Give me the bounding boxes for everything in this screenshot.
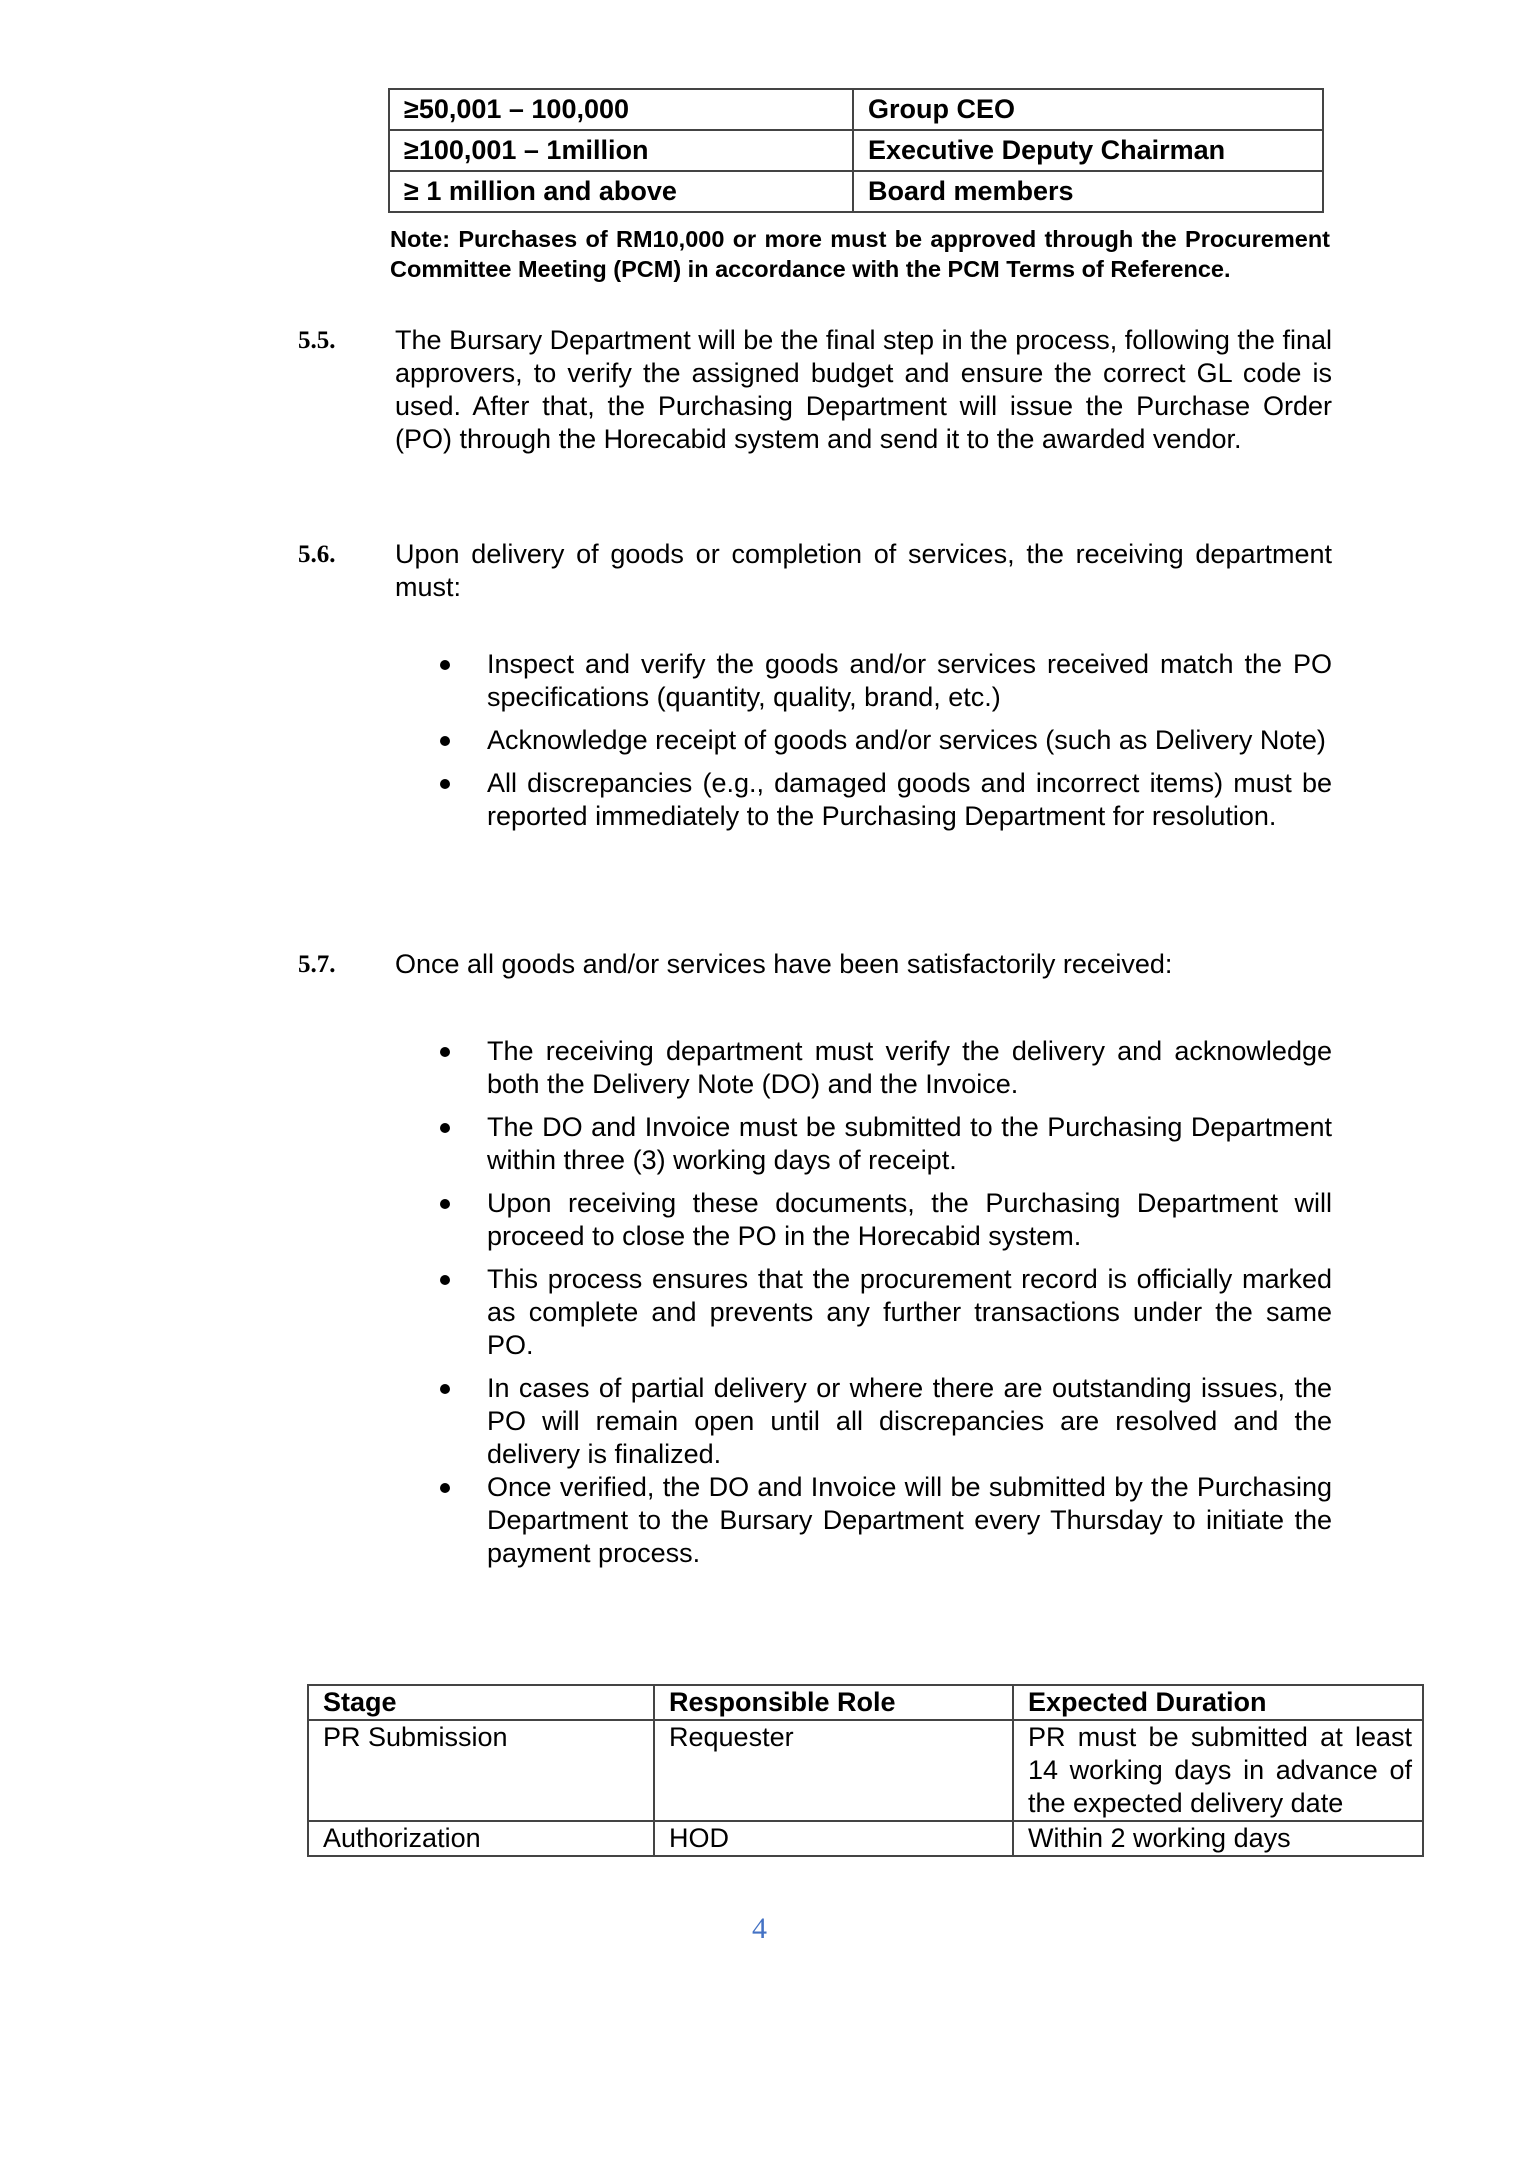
column-header-stage: Stage	[308, 1685, 654, 1720]
list-item: Acknowledge receipt of goods and/or services (such as Delivery Note)	[487, 724, 1332, 757]
list-item: The receiving department must verify the delivery and acknowledge both the Delivery Note (DO) and the Invoice.	[487, 1035, 1332, 1101]
section-5-7-bullets	[487, 1035, 1332, 1570]
page-number: 4	[752, 1912, 767, 1945]
duration-cell: PR must be submitted at least 14 working days in advance of the expected delivery date	[1013, 1720, 1423, 1821]
list-item: Upon receiving these documents, the Purchasing Department will proceed to close the PO in the Horecabid system.	[487, 1187, 1332, 1253]
bullet-icon	[440, 736, 450, 746]
approver-cell: Executive Deputy Chairman	[853, 130, 1323, 171]
approver-cell: Group CEO	[853, 89, 1323, 130]
procurement-stages-table	[307, 1684, 1424, 1857]
section-number-5-5: 5.5.	[298, 327, 336, 354]
column-header-role: Responsible Role	[654, 1685, 1013, 1720]
list-item: This process ensures that the procurement record is officially marked as complete and prevents any further transactions under the same PO.	[487, 1263, 1332, 1362]
list-item: In cases of partial delivery or where there are outstanding issues, the PO will remain open until all discrepancies are resolved and the delivery is finalized.	[487, 1372, 1332, 1471]
section-number-5-7: 5.7.	[298, 951, 336, 978]
table-row	[308, 1720, 1423, 1821]
list-item: All discrepancies (e.g., damaged goods and incorrect items) must be reported immediately to the Purchasing Department for resolution.	[487, 767, 1332, 833]
table-row	[389, 130, 1323, 171]
list-item: Once verified, the DO and Invoice will be submitted by the Purchasing Department to the Bursary Department every Thursday to initiate the payment process.	[487, 1471, 1332, 1570]
column-header-duration: Expected Duration	[1013, 1685, 1423, 1720]
bullet-icon	[440, 1275, 450, 1285]
role-cell: Requester	[654, 1720, 1013, 1821]
bullet-icon	[440, 1123, 450, 1133]
section-5-5-text: The Bursary Department will be the final step in the process, following the final approvers, to verify the assigned budget and ensure the correct GL code is used. After that, the Purchasing Department will issue the Purchase Order (PO) through the Horecabid system and send it to the awarded vendor.	[395, 325, 1332, 454]
bullet-icon	[440, 779, 450, 789]
pcm-note: Note: Purchases of RM10,000 or more must be approved through the Procurement Committee Meeting (PCM) in accordance with the PCM Terms of Reference.	[390, 226, 1330, 282]
stage-cell: Authorization	[308, 1821, 654, 1856]
role-cell: HOD	[654, 1821, 1013, 1856]
section-5-6-bullets	[487, 648, 1332, 833]
section-5-7-text: Once all goods and/or services have been satisfactorily received:	[395, 949, 1173, 979]
approver-cell: Board members	[853, 171, 1323, 212]
table-header-row	[308, 1685, 1423, 1720]
stage-cell: PR Submission	[308, 1720, 654, 1821]
amount-range-cell: ≥100,001 – 1million	[389, 130, 853, 171]
table-row	[389, 171, 1323, 212]
table-row	[389, 89, 1323, 130]
approval-limits-table	[388, 88, 1324, 213]
bullet-icon	[440, 1199, 450, 1209]
bullet-icon	[440, 660, 450, 670]
duration-cell: Within 2 working days	[1013, 1821, 1423, 1856]
list-item: The DO and Invoice must be submitted to the Purchasing Department within three (3) working days of receipt.	[487, 1111, 1332, 1177]
bullet-icon	[440, 1483, 450, 1493]
amount-range-cell: ≥ 1 million and above	[389, 171, 853, 212]
list-item: Inspect and verify the goods and/or services received match the PO specifications (quantity, quality, brand, etc.)	[487, 648, 1332, 714]
bullet-icon	[440, 1047, 450, 1057]
bullet-icon	[440, 1384, 450, 1394]
table-row	[308, 1821, 1423, 1856]
section-5-6-text: Upon delivery of goods or completion of services, the receiving department must:	[395, 539, 1332, 602]
amount-range-cell: ≥50,001 – 100,000	[389, 89, 853, 130]
section-number-5-6: 5.6.	[298, 541, 336, 568]
